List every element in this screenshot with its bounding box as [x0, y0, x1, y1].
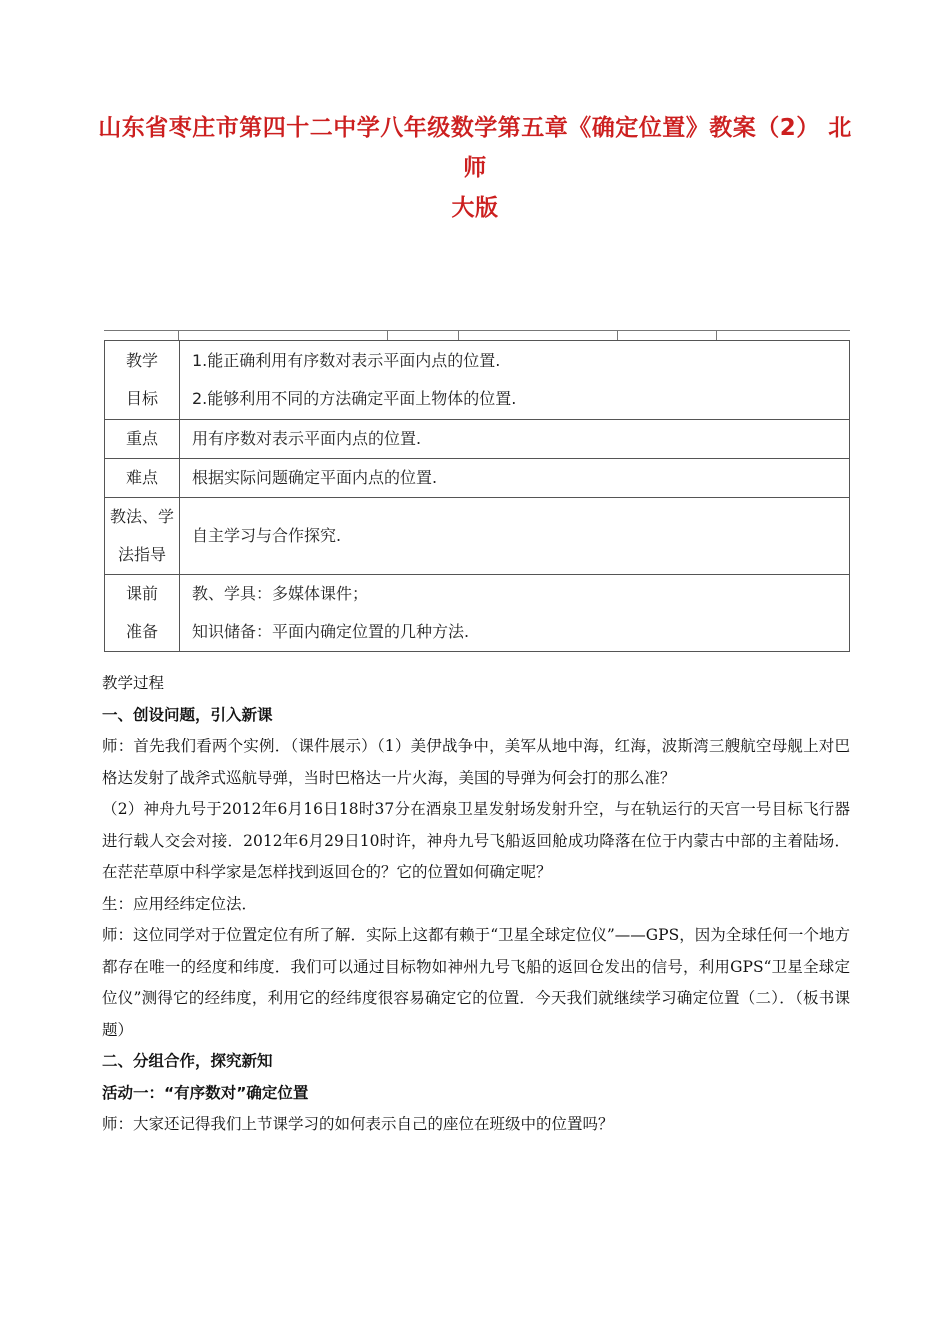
table-row-preparation [105, 575, 850, 652]
row-label: 重点 [105, 420, 180, 459]
lesson-body [102, 668, 850, 1141]
row-content: 用有序数对表示平面内点的位置. [180, 420, 850, 459]
section-2-heading: 二、分组合作，探究新知 [102, 1052, 273, 1070]
row-label: 教法、学 法指导 [105, 498, 180, 575]
row-content: 1.能正确利用有序数对表示平面内点的位置. 2.能够利用不同的方法确定平面上物体的位置. [180, 341, 850, 420]
row-label: 课前 准备 [105, 575, 180, 652]
paragraph: 师：大家还记得我们上节课学习的如何表示自己的座位在班级中的位置吗？ [102, 1115, 614, 1133]
title-line-1: 山东省枣庄市第四十二中学八年级数学第五章《确定位置》教案（2） 北师 [98, 115, 852, 181]
title-line-2: 大版 [451, 195, 499, 221]
paragraph: 师：这位同学对于位置定位有所了解．实际上这都有赖于“卫星全球定位仪”——GPS，因为全球任何一个地方都存在唯一的经度和纬度．我们可以通过目标物如神州九号飞船的返回仓发出的信号，利用GPS“卫星全球定位仪”测得它的经纬度，利用它的经纬度很容易确定它的位置．今天我们就继续学习确定位置（二）．（板书课题） [102, 926, 850, 1039]
table-row-method [105, 498, 850, 575]
row-label: 难点 [105, 459, 180, 498]
document-title [95, 108, 855, 228]
row-content: 教、学具：多媒体课件； 知识储备：平面内确定位置的几种方法. [180, 575, 850, 652]
table-row-objectives [105, 341, 850, 420]
table-row-difficulty [105, 459, 850, 498]
paragraph: 师：首先我们看两个实例．（课件展示）（1）美伊战争中，美军从地中海，红海，波斯湾三艘航空母舰上对巴格达发射了战斧式巡航导弹，当时巴格达一片火海，美国的导弹为何会打的那么准？ [102, 737, 850, 787]
lesson-plan-table [104, 330, 850, 648]
table-row-key-point [105, 420, 850, 459]
row-content: 自主学习与合作探究. [180, 498, 850, 575]
paragraph: （2）神舟九号于2012年6月16日18时37分在酒泉卫星发射场发射升空，与在轨运行的天宫一号目标飞行器进行载人交会对接．2012年6月29日10时许，神舟九号飞船返回舱成功降落在位于内蒙古中部的主着陆场．在茫茫草原中科学家是怎样找到返回仓的？它的位置如何确定呢？ [102, 800, 850, 881]
paragraph: 生：应用经纬定位法． [102, 894, 258, 913]
section-1-heading: 一、创设问题，引入新课 [102, 705, 273, 724]
plan-grid [104, 340, 850, 652]
process-heading: 教学过程 [102, 674, 165, 692]
activity-1-heading: 活动一：“有序数对”确定位置 [102, 1083, 309, 1102]
row-content: 根据实际问题确定平面内点的位置. [180, 459, 850, 498]
row-label: 教学 目标 [105, 341, 180, 420]
